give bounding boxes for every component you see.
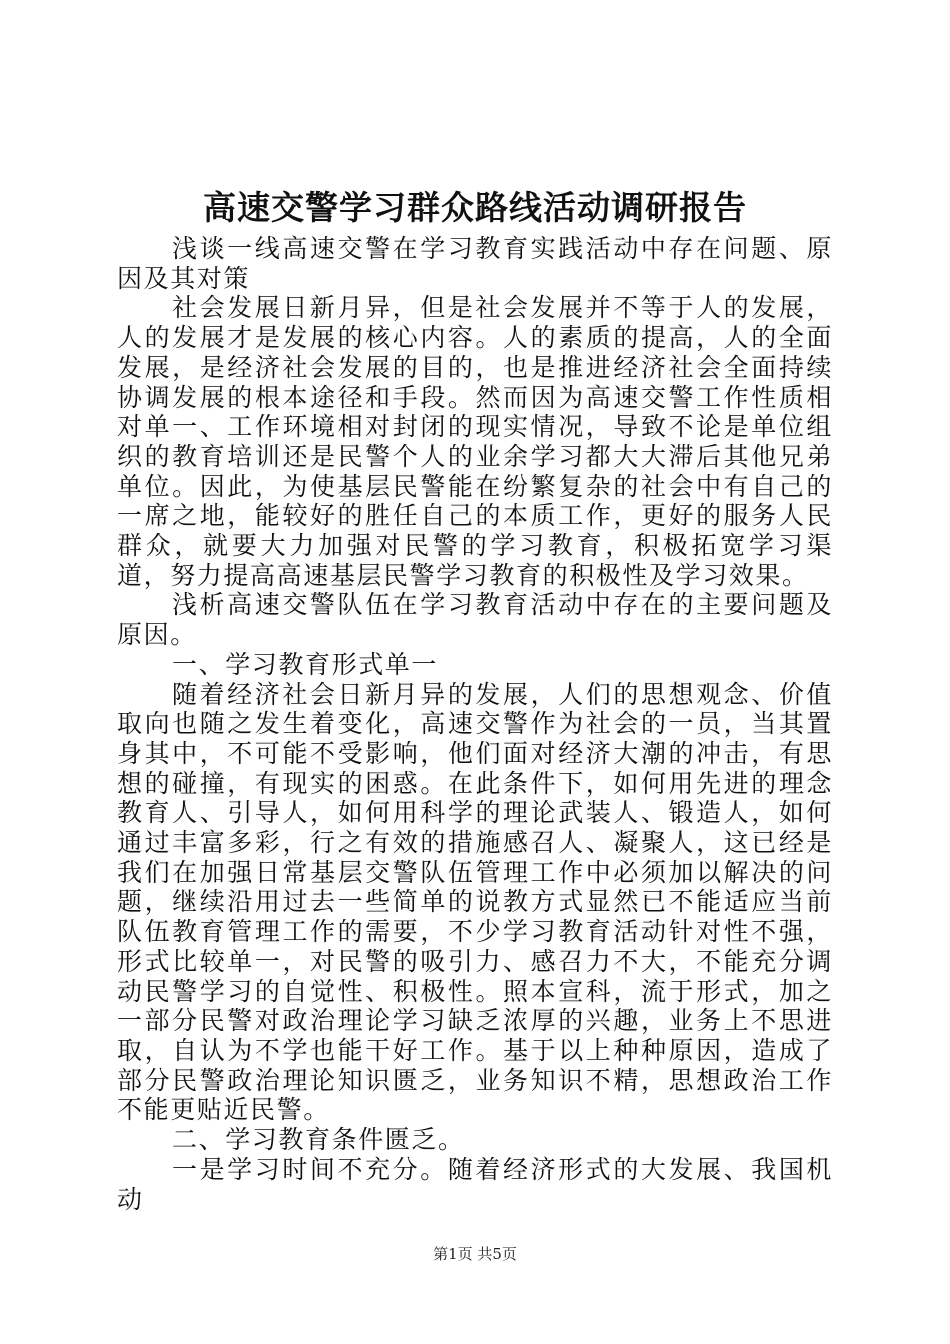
document-title: 高速交警学习群众路线活动调研报告 bbox=[203, 188, 747, 227]
section-heading-2: 二、学习教育条件匮乏。 bbox=[172, 1125, 465, 1155]
page-footer: 第1页 共5页 bbox=[433, 1245, 517, 1263]
paragraph-subtitle: 浅谈一线高速交警在学习教育实践活动中存在问题、原因及其对策 bbox=[117, 234, 833, 293]
paragraph-section-2: 一是学习时间不充分。随着经济形式的大发展、我国机动 bbox=[117, 1154, 833, 1214]
document-body bbox=[117, 234, 833, 1214]
paragraph-intro: 社会发展日新月异，但是社会发展并不等于人的发展，人的发展才是发展的核心内容。人的素质的提高，人的全面发展，是经济社会发展的目的，也是推进经济社会全面持续协调发展的根本途径和手段。然而因为高速交警工作性质相对单一、工作环境相对封闭的现实情况，导致不论是单位组织的教育培训还是民警个人的业余学习都大大滞后其他兄弟单位。因此，为使基层民警能在纷繁复杂的社会中有自己的一席之地，能较好的胜任自己的本质工作，更好的服务人民群众，就要大力加强对民警的学习教育，积极拓宽学习渠道，努力提高高速基层民警学习教育的积极性及学习效果。 bbox=[117, 293, 833, 590]
paragraph-analysis-heading: 浅析高速交警队伍在学习教育活动中存在的主要问题及原因。 bbox=[117, 590, 833, 650]
section-heading-1: 一、学习教育形式单一 bbox=[172, 649, 439, 679]
paragraph-section-1: 随着经济社会日新月异的发展，人们的思想观念、价值取向也随之发生着变化，高速交警作为社会的一员，当其置身其中，不可能不受影响，他们面对经济大潮的冲击，有思想的碰撞，有现实的困惑。在此条件下，如何用先进的理念教育人、引导人，如何用科学的理论武装人、锻造人，如何通过丰富多彩，行之有效的措施感召人、凝聚人，这已经是我们在加强日常基层交警队伍管理工作中必须加以解决的问题，继续沿用过去一些简单的说教方式显然已不能适应当前队伍教育管理工作的需要，不少学习教育活动针对性不强，形式比较单一，对民警的吸引力、感召力不大，不能充分调动民警学习的自觉性、积极性。照本宣科，流于形式，加之一部分民警对政治理论学习缺乏浓厚的兴趣，业务上不思进取，自认为不学也能干好工作。基于以上种种原因，造成了部分民警政治理论知识匮乏，业务知识不精，思想政治工作不能更贴近民警。 bbox=[117, 679, 833, 1125]
